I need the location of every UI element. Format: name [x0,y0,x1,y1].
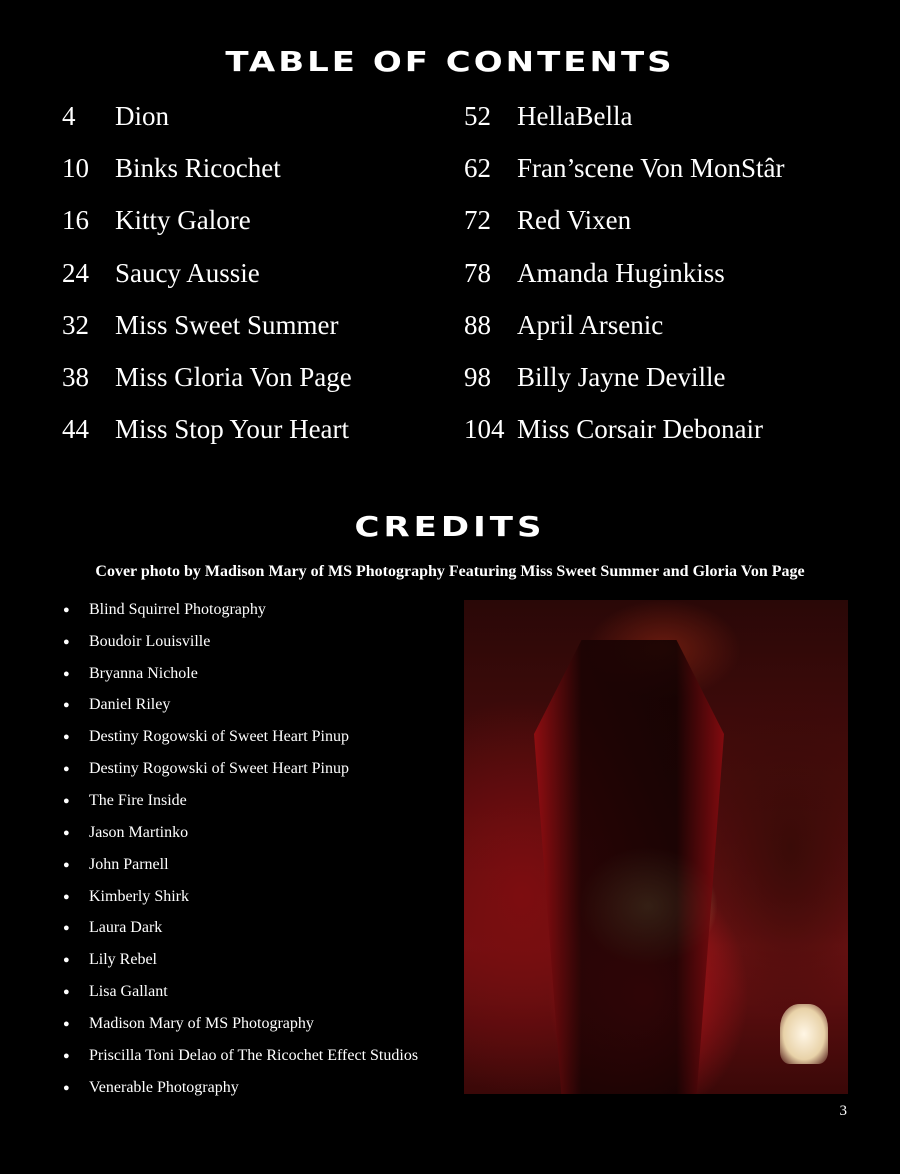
toc-title: Fran’scene Von MonStâr [517,152,785,183]
credit-item [60,626,418,658]
toc-page-number: 44 [62,414,89,445]
toc-column-right [464,90,784,456]
bullet-icon: ● [63,699,70,712]
credit-item [60,1040,418,1072]
toc-title: April Arsenic [517,309,664,340]
credit-item [60,912,418,944]
credit-item [60,817,418,849]
bullet-icon: ● [63,986,70,999]
toc-entry[interactable] [62,247,352,299]
toc-page-number: 16 [62,205,89,236]
toc-title: Kitty Galore [115,205,251,236]
credit-name: The Fire Inside [89,791,187,809]
cover-photo-credit: Cover photo by Madison Mary of MS Photography Featuring Miss Sweet Summer and Gloria Von Page [95,563,805,580]
credit-name: Madison Mary of MS Photography [89,1014,314,1032]
bullet-icon: ● [63,794,70,807]
credit-item [60,944,418,976]
bullet-icon: ● [63,1081,70,1094]
bullet-icon: ● [63,1017,70,1030]
toc-entry[interactable] [62,90,352,142]
credits-heading: CREDITS [354,511,546,543]
credit-name: Bryanna Nichole [89,664,198,682]
credit-item [60,785,418,817]
toc-entry[interactable] [464,247,784,299]
cover-photo [464,600,848,1094]
toc-title: Miss Sweet Summer [115,309,339,340]
credit-item [60,881,418,913]
credit-item [60,849,418,881]
toc-heading: TABLE OF CONTENTS [225,46,675,78]
toc-column-left [62,90,352,456]
bullet-icon: ● [63,954,70,967]
toc-entry[interactable] [62,404,352,456]
credit-item [60,721,418,753]
toc-page-number: 32 [62,309,89,340]
credit-name: Blind Squirrel Photography [89,600,266,618]
credit-name: Destiny Rogowski of Sweet Heart Pinup [89,760,349,778]
credit-item [60,690,418,722]
credit-item [60,658,418,690]
toc-entry[interactable] [464,142,784,194]
bullet-icon: ● [63,635,70,648]
toc-title: Miss Stop Your Heart [115,414,350,445]
toc-title: Dion [115,100,169,131]
toc-page-number: 78 [464,257,491,288]
bullet-icon: ● [63,826,70,839]
credit-name: Destiny Rogowski of Sweet Heart Pinup [89,728,349,746]
bullet-icon: ● [63,763,70,776]
credit-name: Lily Rebel [89,951,157,969]
credit-item [60,1008,418,1040]
page-number: 3 [839,1103,847,1119]
credit-name: John Parnell [89,855,169,873]
toc-page-number: 10 [62,152,89,183]
toc-title: Binks Ricochet [115,152,281,183]
credit-item [60,753,418,785]
toc-entry[interactable] [464,90,784,142]
credit-name: Boudoir Louisville [89,632,211,650]
toc-title: Billy Jayne Deville [517,362,726,393]
toc-page-number: 38 [62,362,89,393]
toc-entry[interactable] [464,299,784,351]
bullet-icon: ● [63,1049,70,1062]
toc-page-number: 98 [464,362,491,393]
toc-page-number: 62 [464,152,491,183]
credit-name: Laura Dark [89,919,163,937]
toc-page-number: 52 [464,100,491,131]
bullet-icon: ● [63,667,70,680]
toc-entry[interactable] [464,404,784,456]
toc-page-number: 88 [464,309,491,340]
credit-name: Priscilla Toni Delao of The Ricochet Effect Studios [89,1046,419,1064]
credit-list [60,594,418,1104]
toc-entry[interactable] [464,351,784,403]
coffin-shape [534,640,724,1094]
toc-title: Miss Gloria Von Page [115,362,352,393]
toc-entry[interactable] [62,351,352,403]
bullet-icon: ● [63,890,70,903]
toc-page-number: 72 [464,205,491,236]
toc-title: Saucy Aussie [115,257,260,288]
credit-name: Lisa Gallant [89,983,168,1001]
credit-item [60,976,418,1008]
credit-name: Daniel Riley [89,696,171,714]
toc-page-number: 24 [62,257,89,288]
credit-name: Jason Martinko [89,823,189,841]
toc-page-number: 104 [464,414,505,445]
credit-item [60,594,418,626]
toc-page-number: 4 [62,100,76,131]
bullet-icon: ● [63,731,70,744]
toc-title: Amanda Huginkiss [517,257,725,288]
bullet-icon: ● [63,603,70,616]
credit-name: Venerable Photography [89,1078,239,1096]
lamp-shape [780,1004,828,1064]
toc-title: HellaBella [517,100,633,131]
toc-title: Miss Corsair Debonair [517,414,763,445]
bullet-icon: ● [63,858,70,871]
toc-entry[interactable] [464,195,784,247]
bullet-icon: ● [63,922,70,935]
toc-entry[interactable] [62,299,352,351]
credit-name: Kimberly Shirk [89,887,189,905]
toc-entry[interactable] [62,142,352,194]
toc-title: Red Vixen [517,205,632,236]
credit-item [60,1072,418,1104]
toc-entry[interactable] [62,195,352,247]
